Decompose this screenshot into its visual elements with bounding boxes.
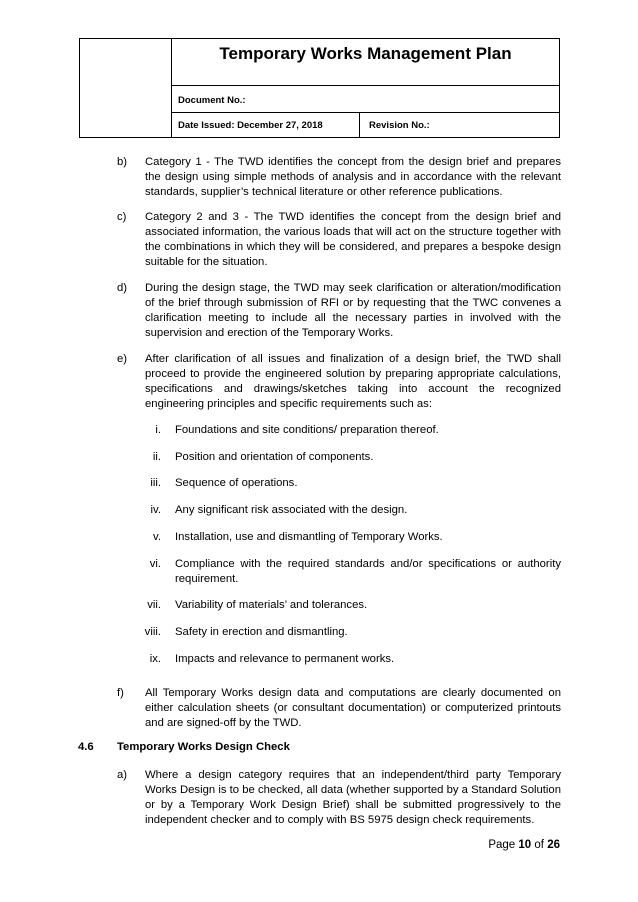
list-marker: b) <box>117 156 128 168</box>
roman-list-item: Foundations and site conditions/ preparation thereof. <box>175 424 439 436</box>
roman-numeral: vii. <box>147 599 161 611</box>
date-issued-label: Date Issued: December 27, 2018 <box>172 113 360 137</box>
document-title: Temporary Works Management Plan <box>172 39 559 86</box>
page-number-footer <box>488 838 560 853</box>
roman-numeral: v. <box>153 531 161 543</box>
roman-numeral: vi. <box>149 558 161 570</box>
list-marker: a) <box>117 769 128 781</box>
roman-list-item: Any significant risk associated with the design. <box>175 504 408 516</box>
roman-numeral: ii. <box>152 451 161 463</box>
list-item-text: All Temporary Works design data and computations are clearly documented on either calculation sheets (or consultant documentation) or computerized printouts and are signed-off by the TWD. <box>145 687 561 729</box>
roman-list-item: Impacts and relevance to permanent works. <box>175 653 395 665</box>
roman-numeral: i. <box>155 424 161 436</box>
list-marker: f) <box>117 687 124 699</box>
list-marker: c) <box>117 211 127 223</box>
logo-cell <box>80 39 172 137</box>
page-number: 10 <box>518 839 532 851</box>
list-marker: d) <box>117 282 128 294</box>
list-marker: e) <box>117 353 128 365</box>
roman-list-item: Safety in erection and dismantling. <box>175 626 348 638</box>
page-label: Page <box>488 839 516 851</box>
roman-numeral: iii. <box>150 477 161 489</box>
roman-list-item: Compliance with the required standards and/or specifications or authority requirement. <box>175 558 561 585</box>
of-label: of <box>534 839 544 851</box>
document-header <box>79 38 560 138</box>
section-number: 4.6 <box>78 741 94 753</box>
list-item-text: Category 1 - The TWD identifies the concept from the design brief and prepares the design using simple methods of analysis and in accordance with the relevant standards, supplier’s technical literature or other reference publications. <box>145 156 561 198</box>
list-item-text: Category 2 and 3 - The TWD identifies the concept from the design brief and associated information, the various loads that will act on the structure together with the combinations in which they will be considered, and prepares a bespoke design suitable for the situation. <box>145 211 561 268</box>
roman-numeral: ix. <box>149 653 161 665</box>
list-item-text: After clarification of all issues and finalization of a design brief, the TWD shall proceed to provide the engineered solution by preparing appropriate calculations, specifications and drawings/sketches taking into account the recognized engineering principles and specific requirements such as: <box>145 353 561 410</box>
roman-numeral: iv. <box>150 504 161 516</box>
section-title: Temporary Works Design Check <box>117 741 290 753</box>
roman-numeral: viii. <box>144 626 161 638</box>
roman-list-item: Installation, use and dismantling of Temporary Works. <box>175 531 443 543</box>
total-pages: 26 <box>547 839 560 851</box>
revision-number-label: Revision No.: <box>369 120 430 131</box>
roman-list-item: Sequence of operations. <box>175 477 298 489</box>
document-number-label: Document No.: <box>172 86 559 113</box>
roman-list-item: Variability of materials’ and tolerances. <box>175 599 368 611</box>
list-item-text: Where a design category requires that an independent/third party Temporary Works Design is to be checked, all data (whether supported by a Standard Solution or by a Temporary Work Design Brief) shall be submitted progressively to the independent checker and to comply with BS 5975 design check requirements. <box>145 769 561 826</box>
list-item-text: During the design stage, the TWD may seek clarification or alteration/modification of the brief through submission of RFI or by requesting that the TWC convenes a clarification meeting to include all the necessary parties in involved with the supervision and erection of the Temporary Works. <box>145 282 561 339</box>
roman-list-item: Position and orientation of components. <box>175 451 374 463</box>
